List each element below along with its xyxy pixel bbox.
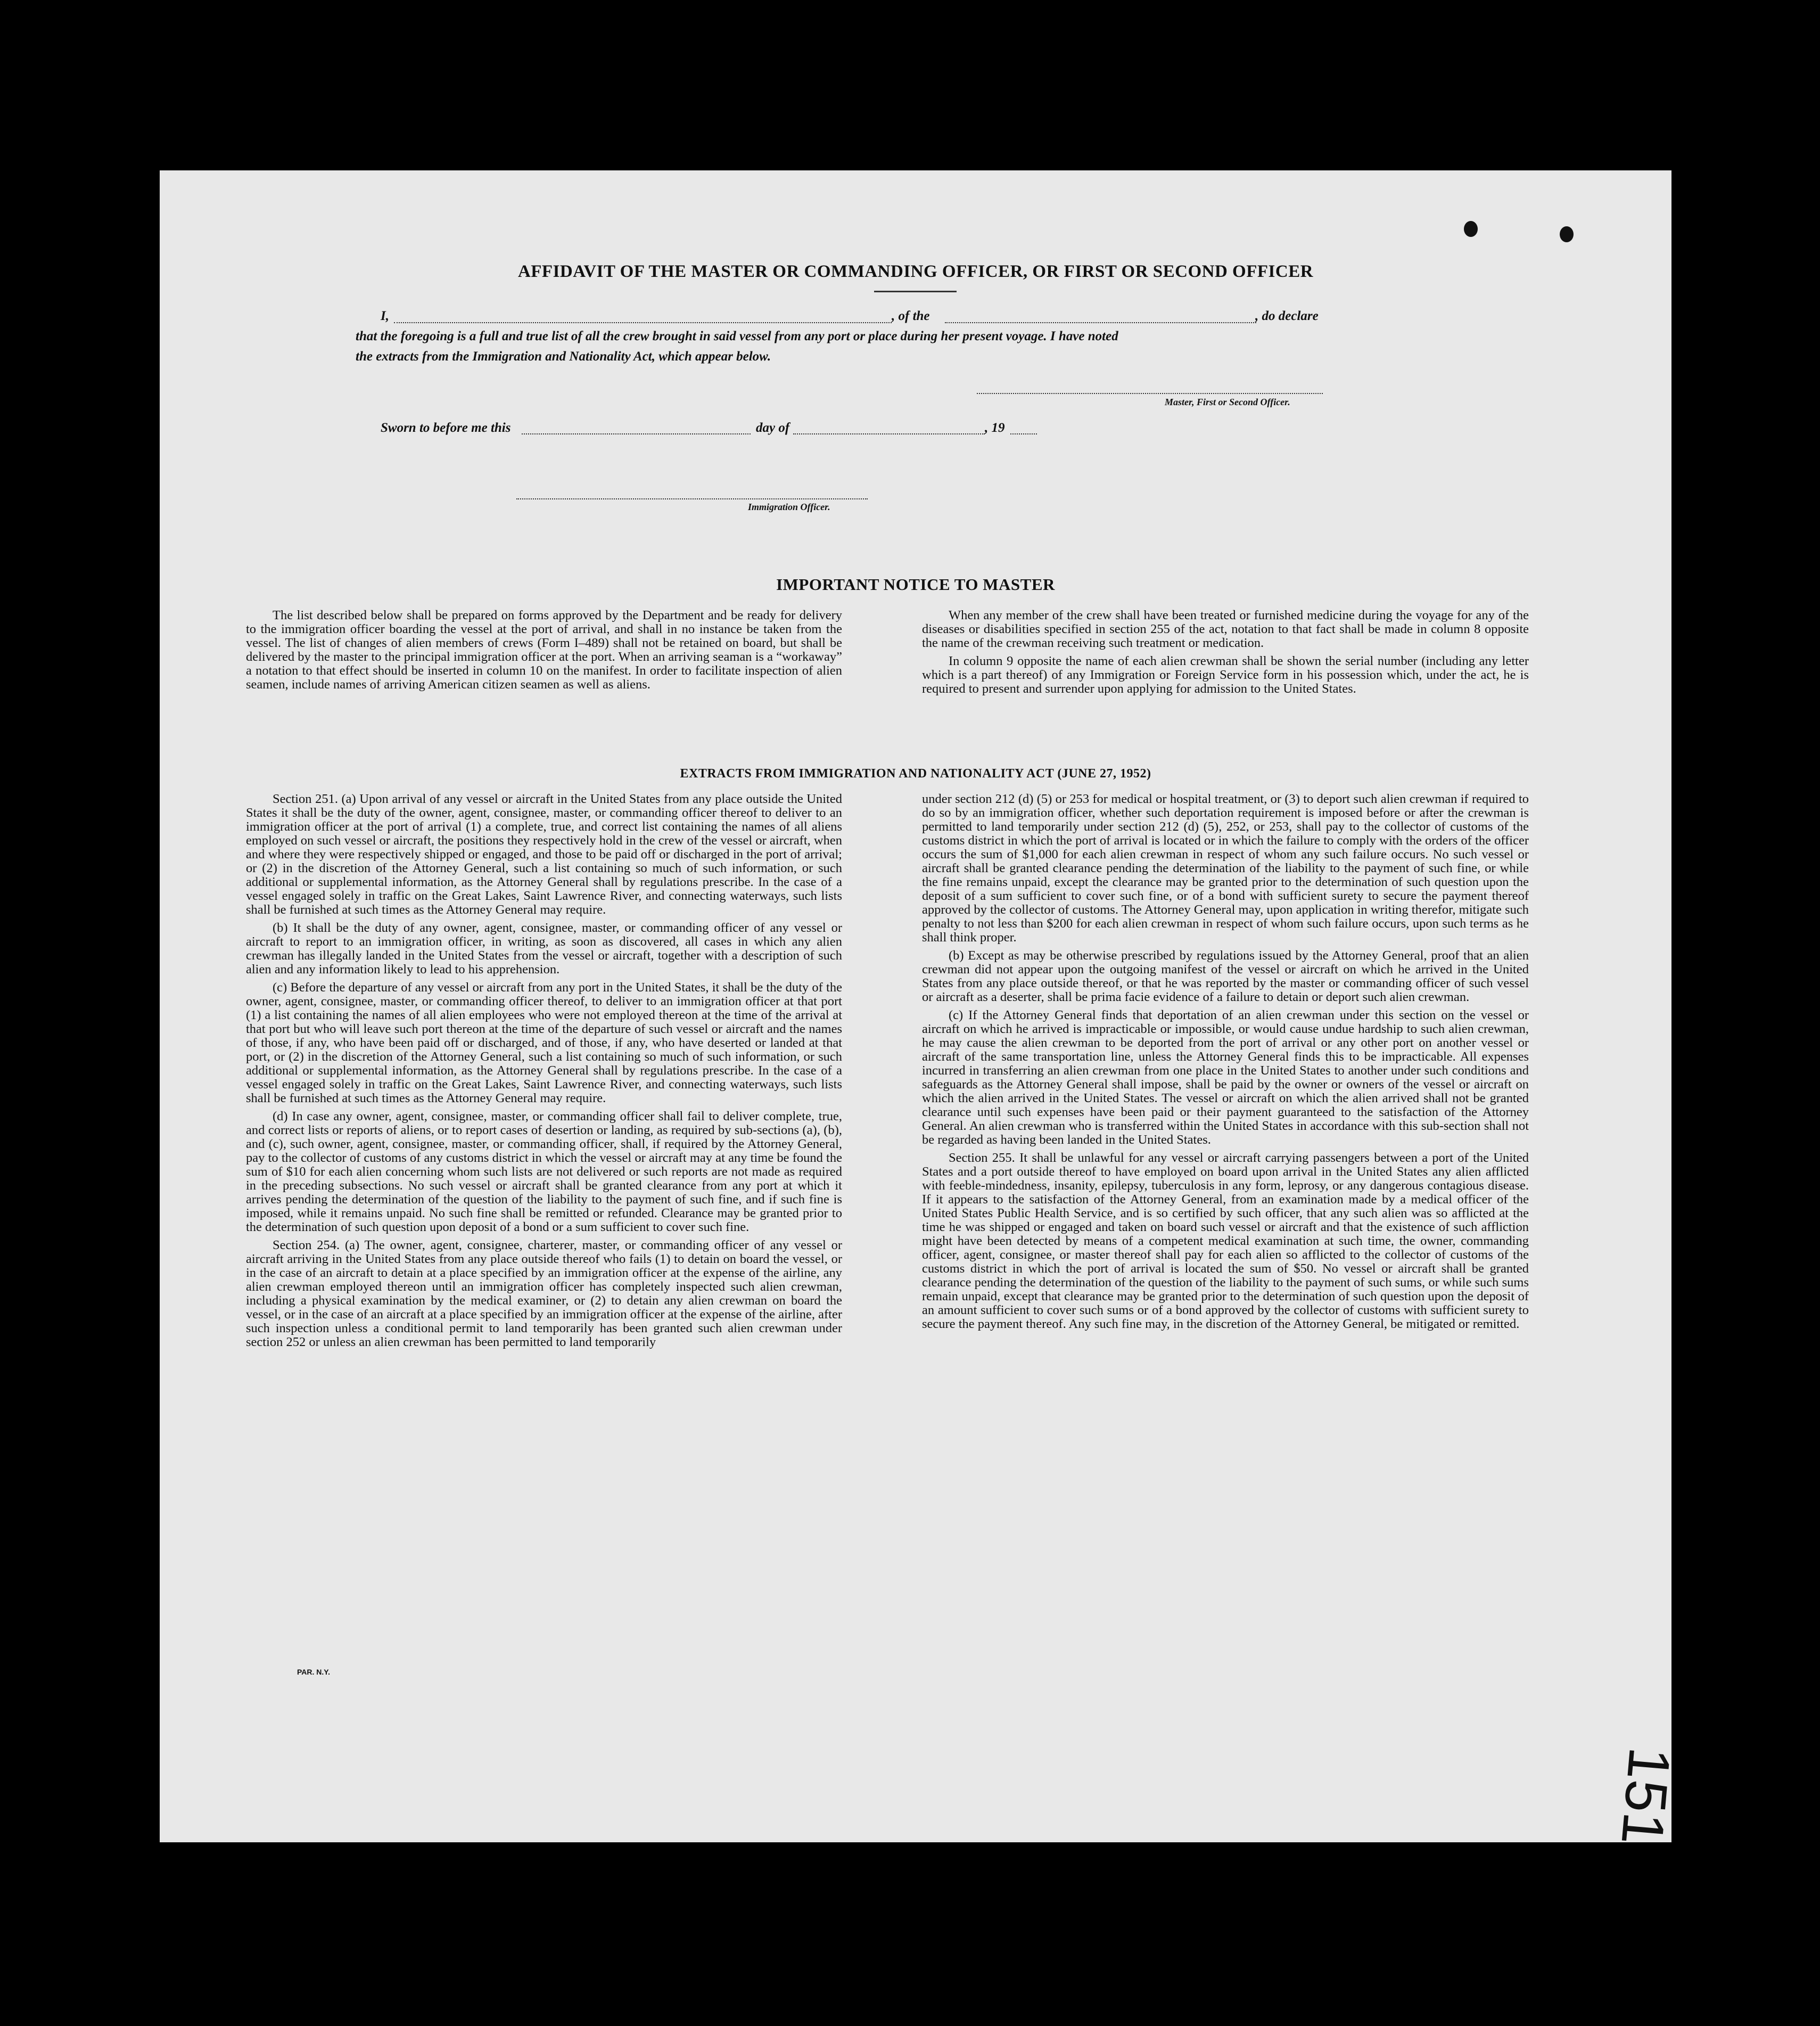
extracts-right-column	[922, 792, 1529, 1335]
punch-hole	[1560, 226, 1574, 242]
punch-hole	[1464, 221, 1478, 237]
extracts-title: EXTRACTS FROM IMMIGRATION AND NATIONALITY ACT (JUNE 27, 1952)	[680, 767, 1151, 781]
i-label: I,	[381, 309, 389, 323]
section-251-c: (c) Before the departure of any vessel or aircraft from any port in the United States, it shall be the duty of the owner, agent, consignee, master, or commanding officer thereof, to deliver to an immigration officer at that port (1) a list containing the names of all alien employees who were not employed thereon at the time of the arrival at that port but who will leave such port thereon at the time of the departure of such vessel or aircraft and the names of those, if any, who have been paid off or discharged, and of those, if any, who have deserted or landed at that port, or (2) in the discretion of the Attorney General, such a list containing so much of such information, or such additional or supplemental information, as the Attorney General shall by regulations prescribe. In the case of a vessel engaged solely in traffic on the Great Lakes, Saint Lawrence River, and connecting waterways, such lists shall be furnished at such times as the Attorney General may require.	[246, 980, 842, 1105]
notice-right-column	[922, 609, 1529, 700]
name-field[interactable]	[394, 322, 892, 323]
notice-left-text: The list described below shall be prepared on forms approved by the Department and be ready for delivery to the immigration officer boarding the vessel at the port of arrival, and shall in no instance be taken from the vessel. The list of changes of alien members of crews (Form I–489) shall not be retained on board, but shall be delivered by the master to the principal immigration officer at the port. When an arriving seaman is a “workaway” a notation to that effect should be inserted in column 10 on the manifest. In order to facilitate inspection of alien seamen, include names of arriving American citizen seamen as well as aliens.	[246, 608, 842, 692]
notice-left-paragraph	[246, 609, 842, 696]
sworn-date-field[interactable]	[522, 433, 751, 434]
affidavit-title: AFFIDAVIT OF THE MASTER OR COMMANDING OFFICER, OR FIRST OR SECOND OFFICER	[517, 262, 1314, 281]
section-254-a: Section 254. (a) The owner, agent, consignee, charterer, master, or commanding officer of any vessel or aircraft arriving in the United States from any place outside thereof who fails (1) to detain on board the vessel, or in the case of an aircraft to detain at a place specified by an immigration officer at the expense of the airline, any alien crewman employed thereon until an immigration officer has completely inspected such alien crewman, including a physical examination by the medical examiner, or (2) to detain any alien crewman on board the vessel, or in the case of an aircraft at a place specified by an immigration officer at the expense of the airline, after such inspection unless a conditional permit to land temporarily has been granted such alien crewman under section 252 or unless an alien crewman has been permitted to land temporarily	[246, 1238, 842, 1349]
document-page	[160, 170, 1683, 1848]
do-declare-label: , do declare	[1255, 309, 1319, 323]
sworn-label: Sworn to before me this	[381, 421, 511, 435]
day-of-label: day of	[756, 421, 790, 435]
section-251-a: Section 251. (a) Upon arrival of any vessel or aircraft in the United States from any place outside the United States it shall be the duty of the owner, agent, consignee, master, or commanding officer thereof to deliver to an immigration officer at the port of arrival (1) a complete, true, and correct list containing the names of all aliens employed on such vessel or aircraft, the positions they respectively hold in the crew of the vessel or aircraft, when and where they were respectively shipped or engaged, and those to be paid off or discharged in the port of arrival; or (2) in the discretion of the Attorney General, such a list containing so much of such information, or such additional or supplemental information, as the Attorney General shall by regulations prescribe. In the case of a vessel engaged solely in traffic on the Great Lakes, Saint Lawrence River, and connecting waterways, such lists shall be furnished at such times as the Attorney General may require.	[246, 792, 842, 917]
section-254-a-continued: under section 212 (d) (5) or 253 for medical or hospital treatment, or (3) to deport such alien crewman if required to do so by an immigration officer, whether such deportation requirement is imposed before or after the crewman is permitted to land temporarily under section 212 (d) (5), 252, or 253, shall pay to the collector of customs of the customs district in which the port of arrival is located or in which the failure to comply with the orders of the officer occurs the sum of $1,000 for each alien crewman in respect of whom any such failure occurs. No such vessel or aircraft shall be granted clearance pending the determination of the liability to the payment of such fine, or while the fine remains unpaid, except the clearance may be granted prior to the determination of such question upon the deposit of a sum sufficient to cover such fine, or of a bond with sufficient surety to secure the payment thereof approved by the collector of customs. The Attorney General may, upon application in writing therefor, mitigate such penalty to not less than $200 for each alien crewman in respect of whom such failure occurs, upon such terms as he shall think proper.	[922, 792, 1529, 945]
of-the-label: , of the	[892, 309, 930, 323]
vessel-field[interactable]	[945, 322, 1256, 323]
extracts-left-column	[246, 792, 842, 1354]
immigration-officer-caption: Immigration Officer.	[748, 502, 830, 512]
handwritten-page-number: 151	[1609, 1744, 1683, 1848]
declaration-line-1: that the foregoing is a full and true list of all the crew brought in said vessel from any port or place during her present voyage. I have noted	[356, 329, 1118, 343]
section-254-c: (c) If the Attorney General finds that deportation of an alien crewman under this section on the vessel or aircraft on which he arrived is impracticable or impossible, or would cause undue hardship to such alien crewman, he may cause the alien crewman to be deported from the port of arrival or any other port on another vessel or aircraft of the same transportation line, unless the Attorney General finds this to be impracticable. All expenses incurred in transferring an alien crewman from one place in the United States to another under such conditions and safeguards as the Attorney General shall impose, shall be paid by the owner or owners of the vessel or aircraft on which the alien arrived in the United States. The vessel or aircraft on which the alien arrived shall not be granted clearance until such expenses have been paid or their payment guaranteed to the satisfaction of the Attorney General. An alien crewman who is transferred within the United States in accordance with this sub-section shall not be regarded as having been landed in the United States.	[922, 1008, 1529, 1147]
year-field[interactable]	[1010, 433, 1037, 434]
notice-title: IMPORTANT NOTICE TO MASTER	[776, 575, 1055, 594]
title-underline	[874, 291, 957, 292]
notice-right-text-1: When any member of the crew shall have been treated or furnished medicine during the voyage for any of the diseases or disabilities specified in section 255 of the act, notation to that fact shall be made in column 8 opposite the name of the crewman receiving such treatment or medication.	[922, 608, 1529, 650]
master-signature-field[interactable]	[977, 393, 1323, 394]
printer-mark: PAR. N.Y.	[297, 1668, 330, 1676]
master-caption: Master, First or Second Officer.	[1165, 397, 1290, 407]
section-254-b: (b) Except as may be otherwise prescribed by regulations issued by the Attorney General, proof that an alien crewman did not appear upon the outgoing manifest of the vessel or aircraft on which he arrived in the United States from any place outside thereof, or that he was reported by the master or commanding officer of such vessel or aircraft as a deserter, shall be prima facie evidence of a failure to detain or deport such alien crewman.	[922, 948, 1529, 1004]
notice-right-text-2: In column 9 opposite the name of each alien crewman shall be shown the serial number (including any letter which is a part thereof) of any Immigration or Foreign Service form in his possession which, under the act, he is required to present and surrender upon applying for admission to the United States.	[922, 654, 1529, 696]
year-label: , 19	[985, 421, 1005, 435]
month-field[interactable]	[793, 433, 985, 434]
section-255: Section 255. It shall be unlawful for any vessel or aircraft carrying passengers between a port of the United States and a port outside thereof to have employed on board upon arrival in the United States any alien afflicted with feeble-mindedness, insanity, epilepsy, tuberculosis in any form, leprosy, or any dangerous contagious disease. If it appears to the satisfaction of the Attorney General, from an examination made by a medical officer of the United States Public Health Service, and is so certified by such officer, that any such alien was so afflicted at the time he was shipped or engaged and taken on board such vessel or aircraft and that the existence of such affliction might have been detected by means of a competent medical examination at such time, the owner, commanding officer, agent, consignee, or master thereof shall pay for each alien so afflicted to the collector of customs of the customs district in which the port of arrival is located the sum of $50. No vessel or aircraft shall be granted clearance pending the determination of the question of the liability to the payment of such sums, or while such sums remain unpaid, except that clearance may be granted prior to the determination of such question upon the deposit of an amount sufficient to cover such sums or of a bond approved by the collector of customs with sufficient surety to secure the payment thereof. Any such fine may, in the discretion of the Attorney General, be mitigated or remitted.	[922, 1151, 1529, 1331]
immigration-officer-signature-field[interactable]	[516, 498, 868, 499]
declaration-line-2: the extracts from the Immigration and Nationality Act, which appear below.	[356, 349, 771, 364]
section-251-b: (b) It shall be the duty of any owner, agent, consignee, master, or commanding officer of any vessel or aircraft to report to an immigration officer, in writing, as soon as discovered, all cases in which any alien crewman has illegally landed in the United States from the vessel or aircraft, together with a description of such alien and any information likely to lead to his apprehension.	[246, 921, 842, 977]
section-251-d: (d) In case any owner, agent, consignee, master, or commanding officer shall fail to deliver complete, true, and correct lists or reports of aliens, or to report cases of desertion or landing, as required by sub-sections (a), (b), and (c), such owner, agent, consignee, master, or commanding officer, shall, if required by the Attorney General, pay to the collector of customs of any customs district in which the vessel or aircraft may at any time be found the sum of $10 for each alien concerning whom such lists are not delivered or such reports are not made as required in the preceding subsections. No such vessel or aircraft shall be granted clearance from any port at which it arrives pending the determination of the question of the liability to the payment of such fine, and if such fine is imposed, while it remains unpaid. No such fine shall be remitted or refunded. Clearance may be granted prior to the determination of such question upon deposit of a bond or a sum sufficient to cover such fine.	[246, 1109, 842, 1234]
